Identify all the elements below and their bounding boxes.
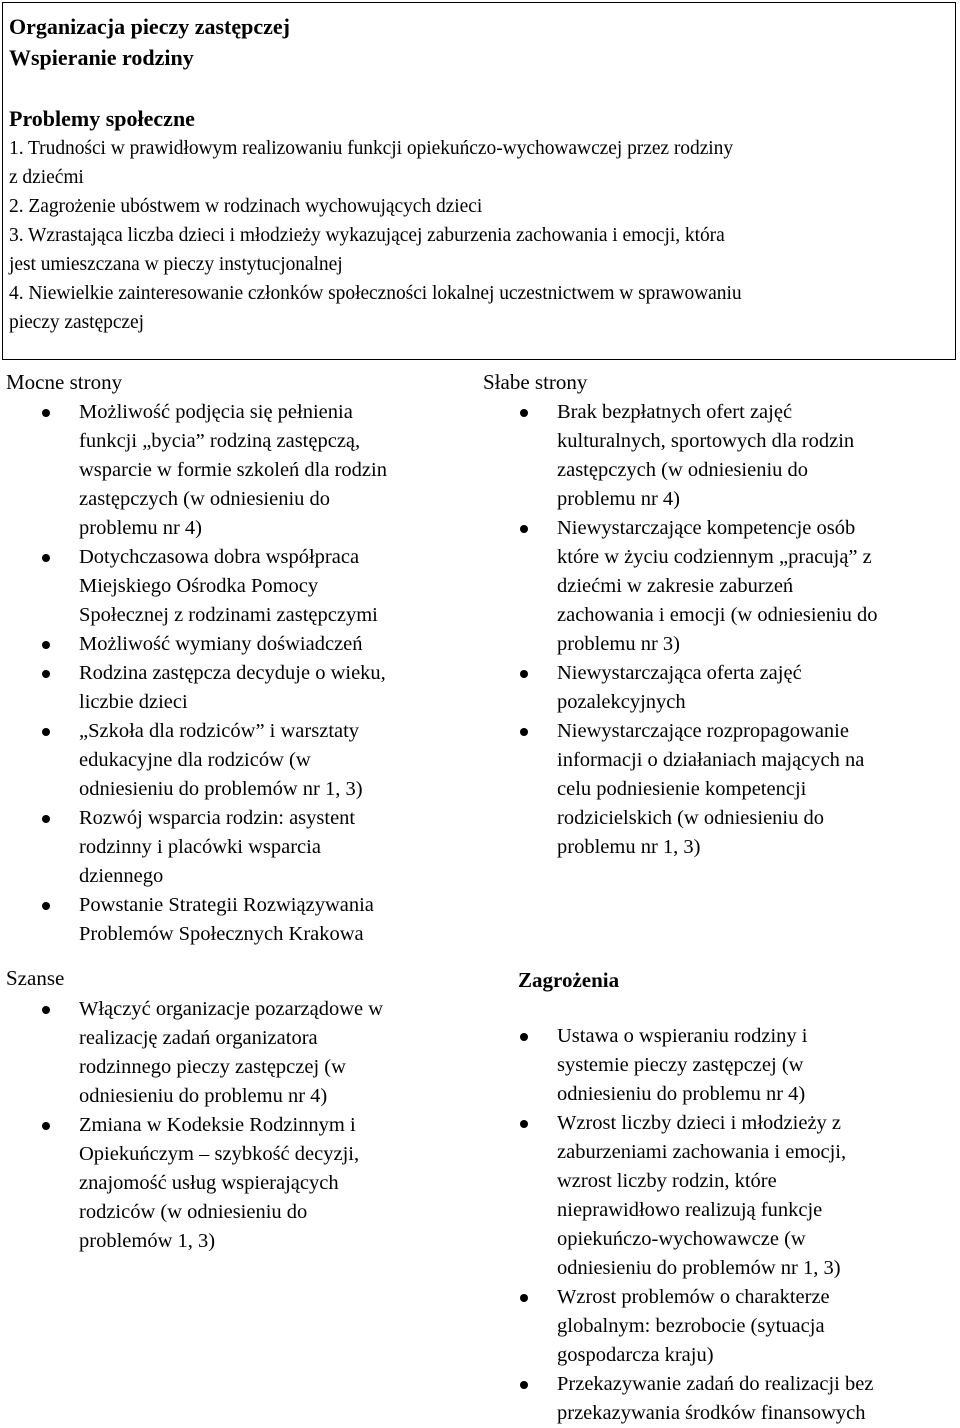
list-item-line: kulturalnych, sportowych dla rodzin [557,430,855,452]
list-item [557,398,878,514]
list-item-line: Problemów Społecznych Krakowa [79,923,364,945]
list-item-line: znajomość usług wspierających [79,1172,339,1194]
list-item-line: zaburzeniami zachowania i emocji, [557,1141,847,1163]
opportunities-title: Szanse [6,966,65,990]
bullet-icon [42,409,50,417]
list-item [557,1283,873,1370]
list-item [79,804,387,891]
list-item-line: Rozwój wsparcia rodzin: asystent [79,807,356,829]
list-item-line: liczbie dzieci [79,691,188,713]
problem-line: 4. Niewielkie zainteresowanie członków społeczności lokalnej uczestnictwem w sprawowaniu [9,283,742,304]
list-item-line: Niewystarczające kompetencje osób [557,517,856,539]
problem-item [9,221,725,279]
list-item-line: problemu nr 1, 3) [557,836,701,858]
list-item-line: odniesieniu do problemów nr 1, 3) [79,778,363,800]
list-item-line: problemu nr 4) [557,488,680,510]
list-item-line: wsparcie w formie szkoleń dla rodzin [79,459,387,481]
list-item-line: Niewystarczająca oferta zajęć [557,662,802,684]
list-item-line: przekazywania środków finansowych [557,1402,866,1424]
problem-item [9,279,742,337]
list-item-line: Miejskiego Ośrodka Pomocy [79,575,319,597]
problem-line: 1. Trudności w prawidłowym realizowaniu funkcji opiekuńczo-wychowawczej przez rodziny [9,138,734,159]
list-item [557,659,878,717]
problem-line: pieczy zastępczej [9,312,145,333]
list-item [79,1111,383,1256]
bullet-icon [42,728,50,736]
list-item-line: Włączyć organizacje pozarządowe w [79,998,384,1020]
list-item-line: Wzrost liczby dzieci i młodzieży z [557,1112,842,1134]
list-item-line: Powstanie Strategii Rozwiązywania [79,894,374,916]
list-item-line: wzrost liczby rodzin, które [557,1170,777,1192]
list-item-line: pozalekcyjnych [557,691,686,713]
list-item-line: Wzrost problemów o charakterze [557,1286,830,1308]
bullet-icon [42,554,50,562]
list-item-line: dziećmi w zakresie zaburzeń [557,575,794,597]
threats-list [557,1022,873,1428]
list-item-line: Niewystarczające rozpropagowanie [557,720,849,742]
list-item-line: edukacyjne dla rodziców (w [79,749,311,771]
list-item-line: „Szkoła dla rodziców” i warsztaty [79,720,360,742]
list-item-line: odniesieniu do problemu nr 4) [557,1083,806,1105]
list-item [557,1022,873,1109]
list-item [79,995,383,1111]
bullet-icon [42,1122,50,1130]
list-item-line: problemu nr 3) [557,633,680,655]
weaknesses-list [557,398,878,862]
title-line-2: Wspieranie rodziny [9,45,194,70]
threats-title: Zagrożenia [518,968,620,992]
problems-box [2,2,956,360]
list-item-line: Dotychczasowa dobra współpraca [79,546,360,568]
bullet-icon [520,1381,528,1389]
list-item-line: problemu nr 4) [79,517,202,539]
bullet-icon [42,815,50,823]
problem-line: z dziećmi [9,167,84,188]
list-item-line: Rodzina zastępcza decyduje o wieku, [79,662,386,684]
problems-heading: Problemy społeczne [9,106,195,131]
list-item-line: Brak bezpłatnych ofert zajęć [557,401,793,423]
list-item-line: realizację zadań organizatora [79,1027,318,1049]
list-item-line: rodziców (w odniesieniu do [79,1201,308,1223]
weaknesses-title: Słabe strony [483,370,588,394]
list-item [557,1370,873,1428]
bullet-icon [520,1033,528,1041]
list-item [557,1109,873,1283]
list-item-line: Możliwość podjęcia się pełnienia [79,401,353,423]
list-item-line: odniesieniu do problemu nr 4) [79,1085,328,1107]
list-item [557,514,878,659]
problem-line: jest umieszczana w pieczy instytucjonalnej [9,254,343,275]
list-item-line: Możliwość wymiany doświadczeń [79,633,363,655]
bullet-icon [42,670,50,678]
list-item-line: Ustawa o wspieraniu rodziny i [557,1025,808,1047]
list-item-line: celu podniesienie kompetencji [557,778,807,800]
list-item-line: globalnym: bezrobocie (sytuacja [557,1315,825,1337]
list-item-line: Zmiana w Kodeksie Rodzinnym i [79,1114,356,1136]
bullet-icon [520,525,528,533]
list-item-line: opiekuńczo-wychowawcze (w [557,1228,806,1250]
list-item-line: Społecznej z rodzinami zastępczymi [79,604,378,626]
problem-item [9,134,733,192]
list-item [79,398,387,543]
list-item-line: zachowania i emocji (w odniesieniu do [557,604,878,626]
list-item [79,630,387,659]
opportunities-list [79,995,383,1256]
bullet-icon [42,1006,50,1014]
list-item-line: zastępczych (w odniesieniu do [557,459,809,481]
list-item-line: gospodarcza kraju) [557,1344,714,1366]
list-item-line: systemie pieczy zastępczej (w [557,1054,804,1076]
list-item [79,659,387,717]
list-item-line: funkcji „bycia” rodziną zastępczą, [79,430,361,452]
list-item-line: informacji o działaniach mających na [557,749,865,771]
bullet-icon [42,641,50,649]
list-item-line: Przekazywanie zadań do realizacji bez [557,1373,874,1395]
bullet-icon [520,1294,528,1302]
list-item-line: które w życiu codziennym „pracują” z [557,546,872,568]
list-item-line: problemów 1, 3) [79,1230,216,1252]
bullet-icon [520,670,528,678]
strengths-title: Mocne strony [6,370,123,394]
list-item-line: dziennego [79,865,164,887]
list-item-line: zastępczych (w odniesieniu do [79,488,331,510]
list-item [79,717,387,804]
list-item-line: rodzicielskich (w odniesieniu do [557,807,825,829]
list-item [79,543,387,630]
strengths-list [79,398,387,949]
problem-line: 3. Wzrastająca liczba dzieci i młodzieży wykazującej zaburzenia zachowania i emocji, która [9,225,725,246]
problem-line: 2. Zagrożenie ubóstwem w rodzinach wychowujących dzieci [9,196,483,217]
title-line-1: Organizacja pieczy zastępczej [9,14,290,39]
bullet-icon [520,1120,528,1128]
list-item-line: odniesieniu do problemów nr 1, 3) [557,1257,841,1279]
list-item-line: rodzinnego pieczy zastępczej (w [79,1056,346,1078]
list-item-line: nieprawidłowo realizują funkcje [557,1199,823,1221]
list-item-line: Opiekuńczym – szybkość decyzji, [79,1143,360,1165]
bullet-icon [520,728,528,736]
list-item [79,891,387,949]
bullet-icon [520,409,528,417]
bullet-icon [42,902,50,910]
list-item [557,717,878,862]
problem-item [9,192,482,221]
list-item-line: rodzinny i placówki wsparcia [79,836,321,858]
